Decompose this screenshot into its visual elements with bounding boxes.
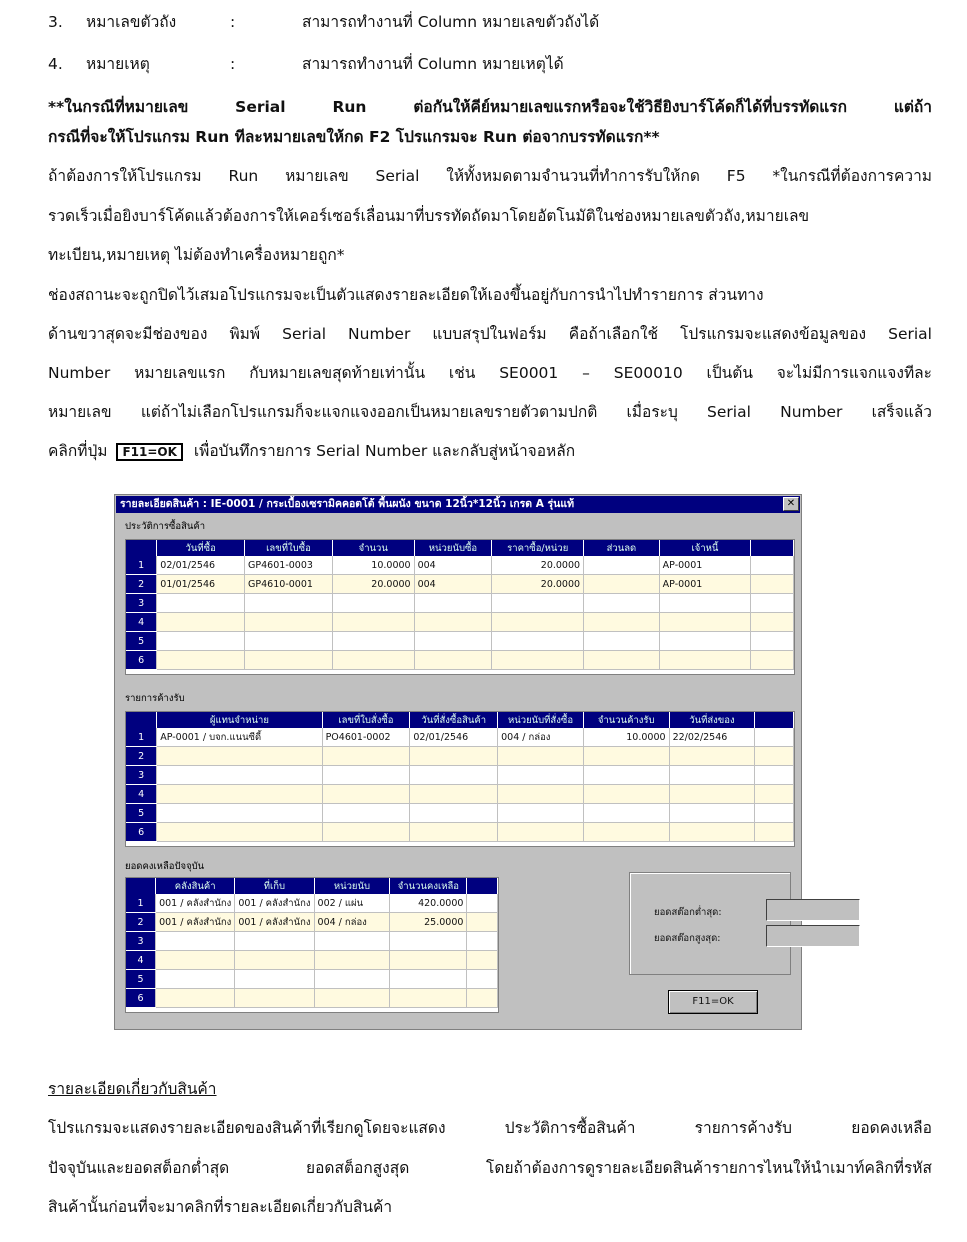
table-cell[interactable]	[659, 613, 751, 632]
pending-receipts-header: เลขที่ใบสั่งซื้อ	[322, 712, 410, 728]
f11-ok-inline-button: F11=OK	[116, 443, 182, 461]
table-cell[interactable]	[755, 728, 794, 747]
table-cell[interactable]	[332, 613, 414, 632]
table-cell[interactable]	[390, 989, 467, 1008]
table-cell[interactable]	[322, 747, 410, 766]
table-cell[interactable]	[332, 651, 414, 670]
table-cell[interactable]	[157, 594, 245, 613]
table-cell[interactable]: 001 / คลังสำนักง	[235, 894, 314, 913]
purchase-history-header: เจ้าหนี้	[659, 540, 751, 556]
table-cell[interactable]: GP4610-0001	[245, 575, 333, 594]
table-cell[interactable]	[156, 951, 235, 970]
table-cell[interactable]: 002 / แผ่น	[314, 894, 390, 913]
table-cell[interactable]	[235, 989, 314, 1008]
table-cell[interactable]	[332, 594, 414, 613]
table-cell[interactable]	[157, 613, 245, 632]
table-cell[interactable]: AP-0001 / บจก.แนนซีดี้	[157, 728, 322, 747]
table-cell[interactable]	[498, 785, 584, 804]
table-cell[interactable]	[584, 575, 660, 594]
table-cell[interactable]	[498, 804, 584, 823]
purchase-history-header: ราคาซื้อ/หน่วย	[492, 540, 584, 556]
row-number: 1	[126, 556, 157, 575]
table-cell[interactable]	[314, 932, 390, 951]
table-row[interactable]	[126, 932, 498, 951]
table-row[interactable]	[126, 894, 498, 913]
table-cell[interactable]	[669, 804, 755, 823]
purchase-history-label: ประวัติการซื้อสินค้า	[125, 521, 206, 532]
row-number: 2	[126, 913, 156, 932]
table-cell[interactable]	[414, 613, 492, 632]
table-cell[interactable]	[492, 613, 584, 632]
row-number: 5	[126, 632, 157, 651]
purchase-history-header: จำนวน	[332, 540, 414, 556]
table-row[interactable]	[126, 556, 794, 575]
table-row[interactable]	[126, 632, 794, 651]
table-cell[interactable]	[467, 932, 498, 951]
pending-receipts-label: รายการค้างรับ	[125, 693, 185, 704]
stock-panel	[629, 872, 791, 975]
table-cell[interactable]	[584, 651, 660, 670]
table-cell[interactable]	[669, 766, 755, 785]
row-number: 4	[126, 785, 157, 804]
list-value: สามารถทำงานที่ Column หมายเหตุได้	[302, 55, 564, 73]
paragraph-line: ด้านขวาสุดจะมีช่องของ พิมพ์ Serial Number แบบสรุปในฟอร์ม คือถ้าเลือกใช้ โปรแกรมจะแสดงข้อมูลของ Serial	[48, 325, 932, 343]
table-cell[interactable]: 20.0000	[332, 575, 414, 594]
table-cell[interactable]	[390, 932, 467, 951]
table-cell[interactable]	[322, 785, 410, 804]
table-row[interactable]	[126, 728, 794, 747]
table-cell[interactable]	[492, 651, 584, 670]
table-row[interactable]	[126, 989, 498, 1008]
current-balance-header	[467, 878, 498, 894]
table-row[interactable]	[126, 594, 794, 613]
table-cell[interactable]	[314, 970, 390, 989]
pending-receipts-table	[126, 712, 794, 842]
table-row[interactable]	[126, 613, 794, 632]
table-cell[interactable]: 02/01/2546	[157, 556, 245, 575]
table-row[interactable]	[126, 913, 498, 932]
pending-receipts-header: วันที่ส่งของ	[669, 712, 755, 728]
pending-receipts-header: จำนวนค้างรับ	[583, 712, 669, 728]
table-cell[interactable]	[245, 651, 333, 670]
table-cell[interactable]	[492, 632, 584, 651]
min-stock-field	[766, 899, 860, 921]
row-number: 3	[126, 932, 156, 951]
table-cell[interactable]	[245, 613, 333, 632]
note-line: **ในกรณีที่หมายเลข Serial Run ต่อกันให้คีย์หมายเลขแรกหรือจะใช้วิธียิงบาร์โค้ดก็ได้ที่บรรทัดแรก แต่ถ้า	[48, 98, 932, 116]
table-row[interactable]	[126, 951, 498, 970]
f11-ok-button[interactable]: F11=OK	[668, 990, 758, 1014]
table-cell[interactable]	[755, 785, 794, 804]
max-stock-label: ยอดสต๊อกสูงสุด:	[654, 933, 721, 944]
paragraph-line	[48, 438, 932, 463]
row-number: 5	[126, 804, 157, 823]
table-cell[interactable]: 10.0000	[332, 556, 414, 575]
purchase-history-grid	[125, 539, 795, 675]
table-cell[interactable]	[410, 823, 498, 842]
paragraph-line: สินค้านั้นก่อนที่จะมาคลิกที่รายละเอียดเกี่ยวกับสินค้า	[48, 1198, 393, 1216]
table-cell[interactable]	[235, 951, 314, 970]
table-cell[interactable]: AP-0001	[659, 556, 751, 575]
table-cell[interactable]	[467, 913, 498, 932]
row-number: 2	[126, 747, 157, 766]
current-balance-header	[126, 878, 156, 894]
table-cell[interactable]	[410, 785, 498, 804]
list-item-3	[48, 12, 932, 34]
table-cell[interactable]	[157, 632, 245, 651]
table-cell[interactable]	[156, 970, 235, 989]
table-cell[interactable]	[390, 970, 467, 989]
purchase-history-header: หน่วยนับซื้อ	[414, 540, 492, 556]
table-cell[interactable]	[235, 970, 314, 989]
table-cell[interactable]: 20.0000	[492, 575, 584, 594]
table-cell[interactable]	[584, 613, 660, 632]
table-row[interactable]	[126, 970, 498, 989]
current-balance-table	[126, 878, 498, 1008]
table-cell[interactable]	[751, 556, 794, 575]
table-cell[interactable]: 22/02/2546	[669, 728, 755, 747]
table-cell[interactable]	[322, 766, 410, 785]
purchase-history-header	[126, 540, 157, 556]
table-cell[interactable]	[498, 766, 584, 785]
table-cell[interactable]: 004 / กล่อง	[498, 728, 584, 747]
row-number: 6	[126, 989, 156, 1008]
pending-receipts-header: วันที่สั่งซื้อสินค้า	[410, 712, 498, 728]
product-detail-window	[114, 494, 802, 1030]
paragraph-line: โปรแกรมจะแสดงรายละเอียดของสินค้าที่เรียกดูโดยจะแสดง ประวัติการซื้อสินค้า รายการค้างรับ ยอดคงเหลือ	[48, 1119, 932, 1137]
purchase-history-header	[751, 540, 794, 556]
current-balance-header: หน่วยนับ	[314, 878, 390, 894]
table-cell[interactable]	[751, 594, 794, 613]
pending-receipts-header	[755, 712, 794, 728]
section-heading: รายละเอียดเกี่ยวกับสินค้า	[48, 1080, 217, 1098]
list-value: สามารถทำงานที่ Column หมายเลขตัวถังได้	[302, 13, 600, 31]
row-number: 4	[126, 613, 157, 632]
table-cell[interactable]	[157, 651, 245, 670]
paragraph-line: Number หมายเลขแรก กับหมายเลขสุดท้ายเท่านั้น เช่น SE0001 – SE00010 เป็นต้น จะไม่มีการแจกแจงทีละ	[48, 364, 932, 382]
list-key: หมาเลขตัวถัง	[86, 13, 177, 31]
paragraph-line: ถ้าต้องการให้โปรแกรม Run หมายเลข Serial ให้ทั้งหมดตามจำนวนที่ทำการรับให้กด F5 *ในกรณีที่ต้องการความ	[48, 167, 932, 185]
table-cell[interactable]	[467, 989, 498, 1008]
table-cell[interactable]	[390, 951, 467, 970]
table-cell[interactable]	[157, 823, 322, 842]
table-cell[interactable]	[669, 785, 755, 804]
table-cell[interactable]	[467, 951, 498, 970]
table-cell[interactable]	[322, 823, 410, 842]
row-number: 6	[126, 823, 157, 842]
pending-receipts-header	[126, 712, 157, 728]
table-cell[interactable]	[584, 556, 660, 575]
table-cell[interactable]	[414, 651, 492, 670]
table-cell[interactable]	[245, 632, 333, 651]
paragraph-text: เพื่อบันทึกรายการ Serial Number และกลับสู่หน้าจอหลัก	[193, 442, 576, 460]
table-cell[interactable]	[157, 804, 322, 823]
table-row[interactable]	[126, 804, 794, 823]
paragraph-text: คลิกที่ปุ่ม	[48, 442, 108, 460]
window-titlebar	[116, 496, 800, 513]
table-cell[interactable]	[751, 632, 794, 651]
table-cell[interactable]	[583, 823, 669, 842]
table-cell[interactable]: 10.0000	[583, 728, 669, 747]
row-number: 3	[126, 766, 157, 785]
pending-receipts-header: หน่วยนับที่สั่งซื้อ	[498, 712, 584, 728]
table-cell[interactable]: 02/01/2546	[410, 728, 498, 747]
pending-receipts-header: ผู้แทนจำหน่าย	[157, 712, 322, 728]
table-cell[interactable]	[245, 594, 333, 613]
table-cell[interactable]	[314, 989, 390, 1008]
table-cell[interactable]: 25.0000	[390, 913, 467, 932]
table-row[interactable]	[126, 766, 794, 785]
row-number: 4	[126, 951, 156, 970]
table-cell[interactable]	[755, 766, 794, 785]
table-cell[interactable]: 20.0000	[492, 556, 584, 575]
table-cell[interactable]: 004	[414, 556, 492, 575]
table-cell[interactable]	[498, 823, 584, 842]
table-cell[interactable]	[414, 594, 492, 613]
table-cell[interactable]	[156, 932, 235, 951]
list-key: หมายเหตุ	[86, 55, 150, 73]
table-cell[interactable]: 001 / คลังสำนักง	[235, 913, 314, 932]
table-cell[interactable]	[583, 766, 669, 785]
row-number: 6	[126, 651, 157, 670]
table-cell[interactable]: AP-0001	[659, 575, 751, 594]
list-number: 3.	[48, 13, 63, 31]
table-cell[interactable]: PO4601-0002	[322, 728, 410, 747]
current-balance-header: ที่เก็บ	[235, 878, 314, 894]
current-balance-grid	[125, 877, 499, 1013]
table-cell[interactable]	[583, 747, 669, 766]
table-cell[interactable]	[584, 594, 660, 613]
table-cell[interactable]	[755, 747, 794, 766]
current-balance-label: ยอดคงเหลือปัจจุบัน	[125, 861, 205, 872]
row-number: 5	[126, 970, 156, 989]
row-number: 3	[126, 594, 157, 613]
table-cell[interactable]	[157, 766, 322, 785]
table-cell[interactable]	[751, 613, 794, 632]
table-cell[interactable]	[314, 951, 390, 970]
table-cell[interactable]	[410, 804, 498, 823]
paragraph-line: ปัจจุบันและยอดสต็อกต่ำสุด ยอดสต็อกสูงสุด โดยถ้าต้องการดูรายละเอียดสินค้ารายการไหนให้นำเมาท์คลิกที่รหัส	[48, 1159, 932, 1177]
table-cell[interactable]	[584, 632, 660, 651]
table-cell[interactable]: 420.0000	[390, 894, 467, 913]
paragraph-line: ช่องสถานะจะถูกปิดไว้เสมอโปรแกรมจะเป็นตัวแสดงรายละเอียดให้เองขึ้นอยู่กับการนำไปทำรายการ ส่วนทาง	[48, 286, 764, 304]
max-stock-field	[766, 925, 860, 947]
pending-receipts-grid	[125, 711, 795, 847]
table-cell[interactable]	[498, 747, 584, 766]
table-cell[interactable]	[467, 894, 498, 913]
table-cell[interactable]: 001 / คลังสำนักง	[156, 913, 235, 932]
table-cell[interactable]: 01/01/2546	[157, 575, 245, 594]
table-cell[interactable]	[467, 970, 498, 989]
table-row[interactable]	[126, 651, 794, 670]
table-cell[interactable]	[659, 651, 751, 670]
table-cell[interactable]	[332, 632, 414, 651]
table-cell[interactable]	[410, 766, 498, 785]
table-cell[interactable]	[583, 804, 669, 823]
list-number: 4.	[48, 55, 63, 73]
list-colon: :	[230, 13, 236, 31]
paragraph-line: หมายเลข แต่ถ้าไม่เลือกโปรแกรมก็จะแจกแจงออกเป็นหมายเลขรายตัวตามปกติ เมื่อระบุ Serial Number เสร็จแล้ว	[48, 403, 932, 421]
table-cell[interactable]	[235, 932, 314, 951]
table-cell[interactable]	[669, 747, 755, 766]
table-cell[interactable]	[157, 747, 322, 766]
close-icon[interactable]: ✕	[783, 497, 799, 511]
table-cell[interactable]	[751, 651, 794, 670]
table-row[interactable]	[126, 575, 794, 594]
paragraph-line: ทะเบียน,หมายเหตุ ไม่ต้องทำเครื่องหมายถูก*	[48, 246, 345, 264]
table-cell[interactable]: 004 / กล่อง	[314, 913, 390, 932]
table-cell[interactable]: 004	[414, 575, 492, 594]
note-line: กรณีที่จะให้โปรแกรม Run ทีละหมายเลขให้กด F2 โปรแกรมจะ Run ต่อจากบรรทัดแรก**	[48, 128, 660, 146]
list-colon: :	[230, 55, 236, 73]
table-cell[interactable]	[322, 804, 410, 823]
table-cell[interactable]: GP4601-0003	[245, 556, 333, 575]
min-stock-label: ยอดสต๊อกต่ำสุด:	[654, 907, 722, 918]
table-cell[interactable]	[669, 823, 755, 842]
table-row[interactable]	[126, 823, 794, 842]
table-cell[interactable]	[492, 594, 584, 613]
current-balance-header: จำนวนคงเหลือ	[390, 878, 467, 894]
table-row[interactable]	[126, 785, 794, 804]
table-cell[interactable]	[414, 632, 492, 651]
current-balance-header: คลังสินค้า	[156, 878, 235, 894]
table-cell[interactable]	[156, 989, 235, 1008]
window-title: รายละเอียดสินค้า : IE-0001 / กระเบื้องเซรามิคคอตโต้ พื้นผนัง ขนาด 12นิ้ว*12นิ้ว เกรด A รุ่นแท้	[120, 498, 575, 510]
table-cell[interactable]	[583, 785, 669, 804]
table-cell[interactable]	[755, 804, 794, 823]
paragraph-line: รวดเร็วเมื่อยิงบาร์โค้ดแล้วต้องการให้เคอร์เซอร์เลื่อนมาที่บรรทัดถัดมาโดยอัตโนมัติในช่องหมายเลขตัวถัง,หมายเลข	[48, 207, 810, 225]
table-row[interactable]	[126, 747, 794, 766]
table-cell[interactable]: 001 / คลังสำนักง	[156, 894, 235, 913]
table-cell[interactable]	[659, 632, 751, 651]
table-cell[interactable]	[157, 785, 322, 804]
purchase-history-table	[126, 540, 794, 670]
row-number: 1	[126, 894, 156, 913]
row-number: 2	[126, 575, 157, 594]
list-item-4	[48, 54, 932, 76]
purchase-history-header: เลขที่ใบซื้อ	[245, 540, 333, 556]
row-number: 1	[126, 728, 157, 747]
purchase-history-header: ส่วนลด	[584, 540, 660, 556]
table-cell[interactable]	[751, 575, 794, 594]
table-cell[interactable]	[410, 747, 498, 766]
table-cell[interactable]	[755, 823, 794, 842]
table-cell[interactable]	[659, 594, 751, 613]
purchase-history-header: วันที่ซื้อ	[157, 540, 245, 556]
